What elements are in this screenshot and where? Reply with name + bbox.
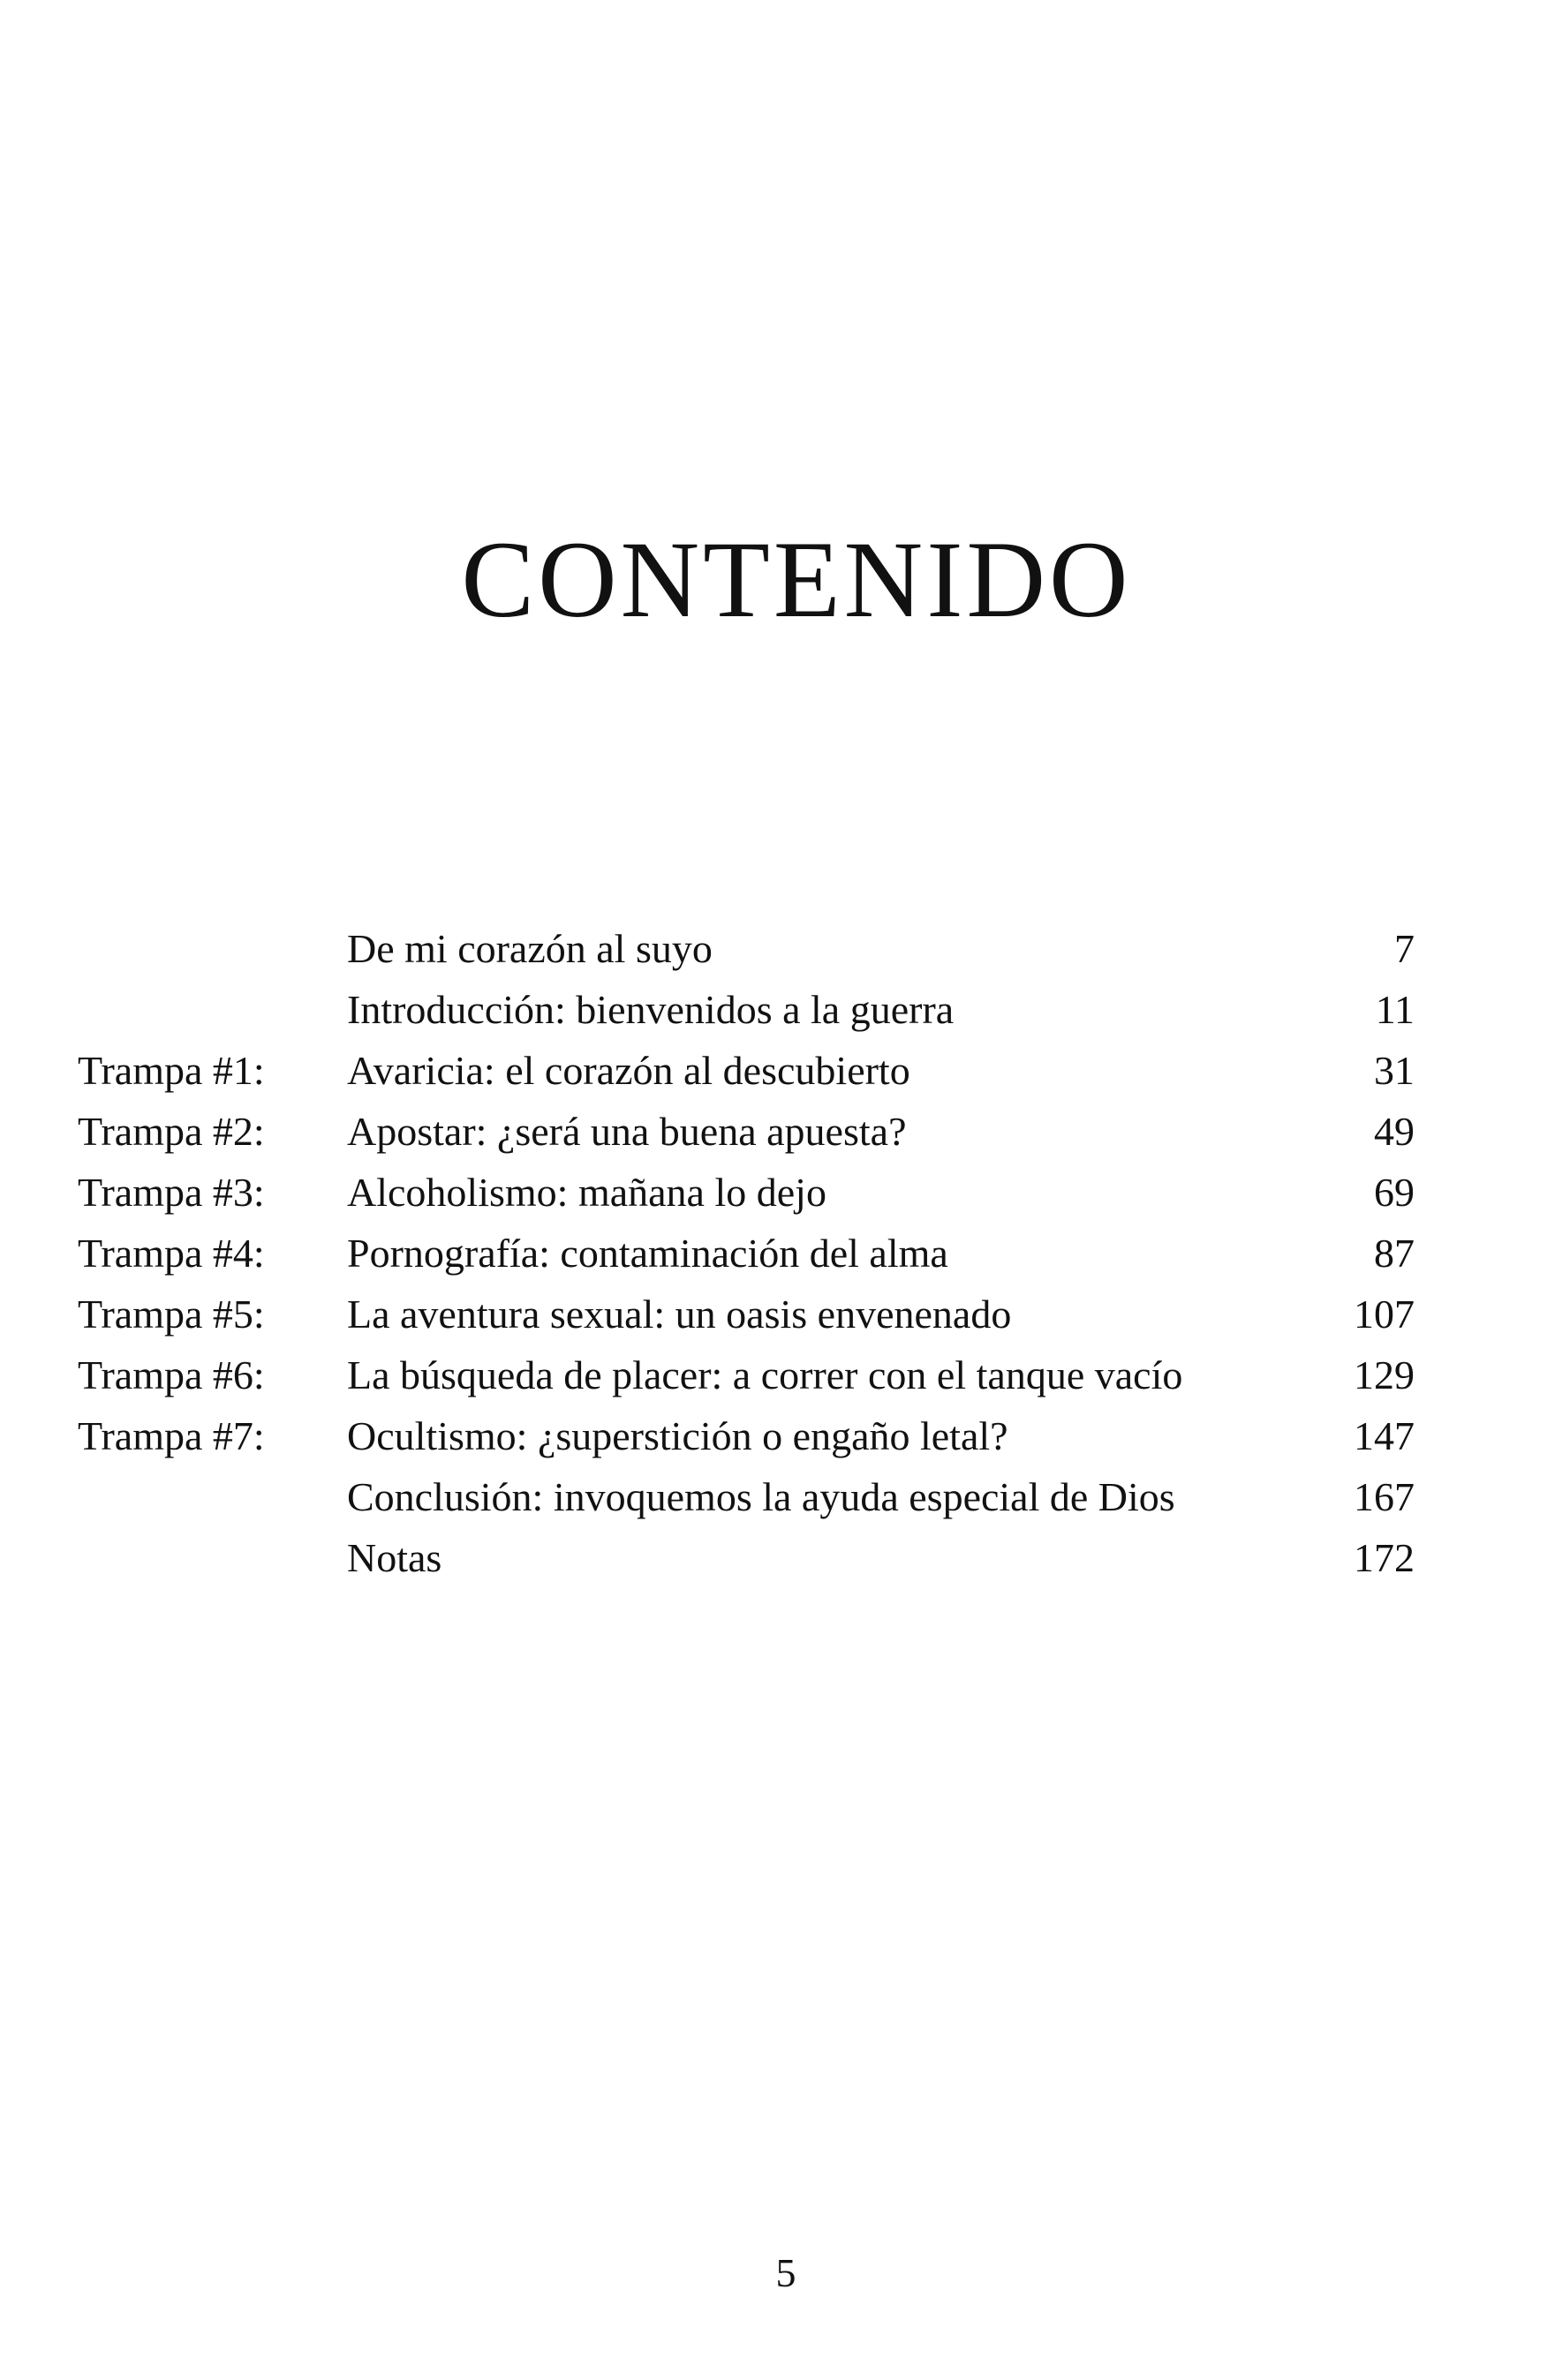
toc-entry-label: Trampa #7: <box>78 1413 265 1458</box>
toc-entry-title: Avaricia: el corazón al descubierto <box>347 1048 910 1093</box>
toc-entry-title: Pornografía: contaminación del alma <box>347 1231 948 1276</box>
toc-entry-page: 31 <box>1374 1048 1415 1093</box>
toc-entry <box>0 1466 1547 1527</box>
toc-entry-page: 172 <box>1354 1535 1415 1580</box>
toc-entry <box>0 1344 1547 1405</box>
toc-entry-page: 167 <box>1354 1474 1415 1519</box>
toc-entry-page: 147 <box>1354 1413 1415 1458</box>
toc-entry-page: 69 <box>1374 1170 1415 1215</box>
toc-entry-label: Trampa #4: <box>78 1231 265 1276</box>
toc-entry-page: 87 <box>1374 1231 1415 1276</box>
toc-entry <box>0 1223 1547 1284</box>
toc-entry-title: Ocultismo: ¿superstición o engaño letal? <box>347 1413 1008 1458</box>
toc-entry-title: La aventura sexual: un oasis envenenado <box>347 1292 1012 1337</box>
toc-entry-page: 11 <box>1375 987 1415 1032</box>
page-number: 5 <box>775 2250 796 2295</box>
toc-entry-page: 107 <box>1354 1292 1415 1337</box>
toc-entry-title: Apostar: ¿será una buena apuesta? <box>347 1109 907 1154</box>
toc-entry-page: 7 <box>1394 926 1415 971</box>
toc-entry <box>0 1040 1547 1101</box>
page-title: CONTENIDO <box>461 519 1132 640</box>
toc-entry-label: Trampa #3: <box>78 1170 265 1215</box>
toc-entry <box>0 1101 1547 1162</box>
toc-entry <box>0 1405 1547 1466</box>
toc-entry <box>0 1284 1547 1344</box>
toc-entry-title: Introducción: bienvenidos a la guerra <box>347 987 955 1032</box>
toc-entry-label: Trampa #6: <box>78 1352 265 1397</box>
toc-entry-label: Trampa #1: <box>78 1048 265 1093</box>
toc-entry-title: Alcoholismo: mañana lo dejo <box>347 1170 826 1215</box>
toc-entry <box>0 918 1547 979</box>
toc-entry <box>0 1162 1547 1223</box>
table-of-contents <box>0 918 1547 1588</box>
toc-entry-label: Trampa #2: <box>78 1109 265 1154</box>
toc-entry-page: 129 <box>1354 1352 1415 1397</box>
toc-entry-title: De mi corazón al suyo <box>347 926 713 971</box>
toc-entry-title: Conclusión: invoquemos la ayuda especial de Dios <box>347 1474 1175 1519</box>
toc-entry-label: Trampa #5: <box>78 1292 265 1337</box>
toc-entry <box>0 979 1547 1040</box>
toc-entry-title: La búsqueda de placer: a correr con el tanque vacío <box>347 1352 1183 1397</box>
toc-entry-page: 49 <box>1374 1109 1415 1154</box>
toc-entry-title: Notas <box>347 1535 442 1580</box>
toc-entry <box>0 1527 1547 1588</box>
